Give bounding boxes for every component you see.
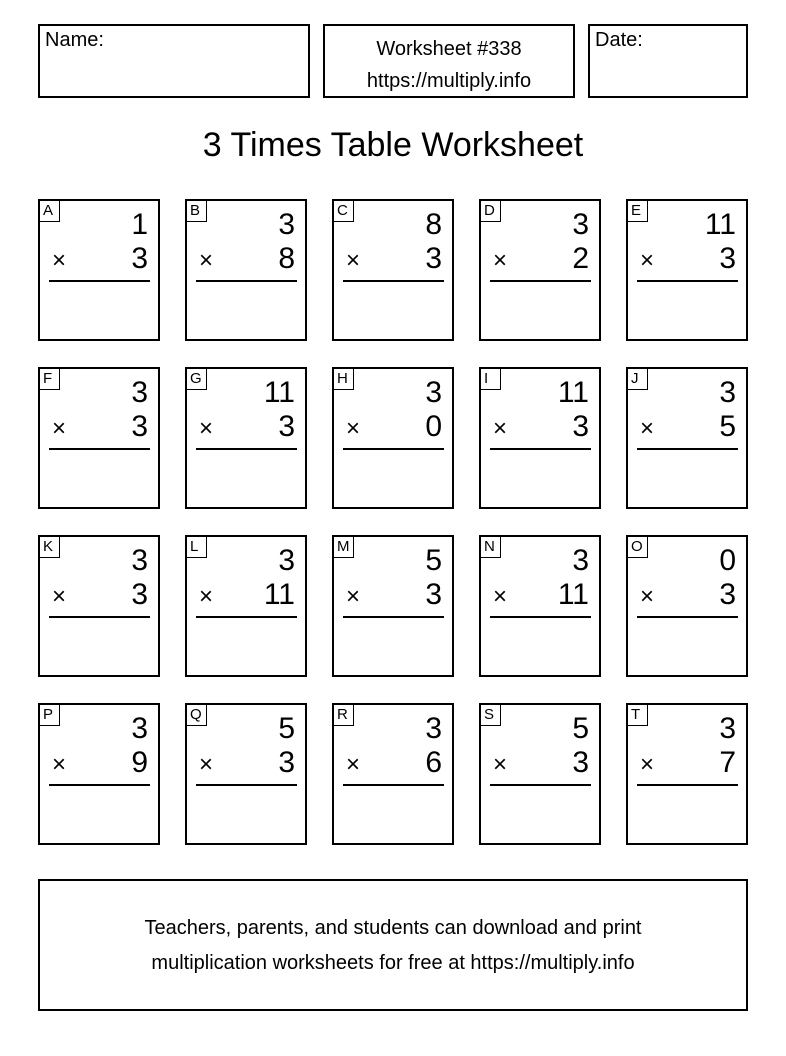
problem-bottom-number: 3 [572,746,589,779]
times-sign: × [52,247,67,274]
problem-letter: P [40,705,60,726]
times-sign: × [640,583,655,610]
problem-card [38,703,160,845]
answer-line [49,616,150,618]
answer-line [343,616,444,618]
problem-card [332,535,454,677]
problem-card [626,199,748,341]
problem-top-number: 8 [425,208,442,241]
problem-card [479,535,601,677]
problem-letter: N [481,537,501,558]
answer-line [637,448,738,450]
problem-bottom-number: 2 [572,242,589,275]
footer-line-1: Teachers, parents, and students can download and print [144,917,642,939]
problem-top-number: 11 [557,376,589,409]
name-label: Name: [45,29,104,51]
answer-line [490,616,591,618]
answer-line [637,616,738,618]
answer-line [343,448,444,450]
times-sign: × [52,583,67,610]
answer-line [343,280,444,282]
times-sign: × [640,415,655,442]
times-sign: × [493,751,508,778]
problem-top-number: 1 [131,208,148,241]
problem-card [332,703,454,845]
times-sign: × [346,247,361,274]
problem-top-number: 3 [278,208,295,241]
problem-card [479,367,601,509]
problem-card [626,703,748,845]
problem-top-number: 3 [131,712,148,745]
problem-card [626,367,748,509]
problem-bottom-number: 3 [425,242,442,275]
problem-card [185,199,307,341]
problem-bottom-number: 11 [263,578,295,611]
problem-card [38,199,160,341]
worksheet-url: https://multiply.info [366,70,532,92]
problem-letter: H [334,369,354,390]
problem-card [479,199,601,341]
problem-card [479,703,601,845]
problem-bottom-number: 3 [719,578,736,611]
problem-letter: O [628,537,648,558]
times-sign: × [199,247,214,274]
answer-line [49,280,150,282]
problem-grid [38,199,748,845]
answer-line [196,448,297,450]
times-sign: × [52,751,67,778]
problem-card [332,367,454,509]
problem-letter: E [628,201,648,222]
answer-line [490,448,591,450]
problem-letter: M [334,537,354,558]
problem-bottom-number: 5 [719,410,736,443]
problem-letter: J [628,369,648,390]
times-sign: × [52,415,67,442]
problem-top-number: 3 [131,544,148,577]
answer-line [196,616,297,618]
problem-letter: B [187,201,207,222]
times-sign: × [493,415,508,442]
problem-top-number: 3 [572,544,589,577]
problem-letter: C [334,201,354,222]
problem-top-number: 5 [278,712,295,745]
problem-bottom-number: 3 [719,242,736,275]
times-sign: × [640,751,655,778]
problem-letter: A [40,201,60,222]
answer-line [637,784,738,786]
worksheet-info-box [323,24,575,98]
problem-bottom-number: 3 [131,242,148,275]
problem-letter: L [187,537,207,558]
problem-bottom-number: 0 [425,410,442,443]
problem-bottom-number: 9 [131,746,148,779]
problem-top-number: 3 [719,712,736,745]
problem-bottom-number: 3 [278,746,295,779]
worksheet-title: 3 Times Table Worksheet [202,126,584,164]
worksheet-number: Worksheet #338 [376,38,522,60]
problem-letter: K [40,537,60,558]
problem-top-number: 3 [278,544,295,577]
problem-card [185,703,307,845]
problem-card [38,367,160,509]
problem-card [332,199,454,341]
times-sign: × [199,751,214,778]
problem-letter: R [334,705,354,726]
answer-line [196,784,297,786]
problem-card [626,535,748,677]
problem-top-number: 11 [704,208,736,241]
problem-bottom-number: 3 [572,410,589,443]
problem-letter: S [481,705,501,726]
answer-line [343,784,444,786]
answer-line [196,280,297,282]
problem-top-number: 11 [263,376,295,409]
problem-card [185,367,307,509]
problem-letter: F [40,369,60,390]
answer-line [490,280,591,282]
problem-top-number: 5 [425,544,442,577]
times-sign: × [346,751,361,778]
problem-bottom-number: 7 [719,746,736,779]
answer-line [490,784,591,786]
problem-bottom-number: 3 [131,410,148,443]
date-box [588,24,748,98]
times-sign: × [346,583,361,610]
problem-top-number: 3 [425,376,442,409]
problem-top-number: 3 [572,208,589,241]
problem-letter: D [481,201,501,222]
problem-bottom-number: 3 [278,410,295,443]
footer-line-2: multiplication worksheets for free at https://multiply.info [151,952,635,974]
times-sign: × [199,583,214,610]
problem-bottom-number: 3 [425,578,442,611]
answer-line [49,784,150,786]
times-sign: × [493,583,508,610]
name-box [38,24,310,98]
problem-bottom-number: 11 [557,578,589,611]
problem-letter: G [187,369,207,390]
times-sign: × [640,247,655,274]
times-sign: × [493,247,508,274]
problem-bottom-number: 6 [425,746,442,779]
answer-line [637,280,738,282]
problem-bottom-number: 3 [131,578,148,611]
problem-top-number: 5 [572,712,589,745]
footer-box [38,879,748,1011]
problem-letter: Q [187,705,207,726]
problem-top-number: 3 [719,376,736,409]
problem-card [38,535,160,677]
problem-letter: T [628,705,648,726]
problem-bottom-number: 8 [278,242,295,275]
problem-top-number: 0 [719,544,736,577]
problem-letter: I [481,369,501,390]
times-sign: × [199,415,214,442]
problem-top-number: 3 [131,376,148,409]
date-label: Date: [595,29,643,51]
times-sign: × [346,415,361,442]
problem-top-number: 3 [425,712,442,745]
problem-card [185,535,307,677]
answer-line [49,448,150,450]
